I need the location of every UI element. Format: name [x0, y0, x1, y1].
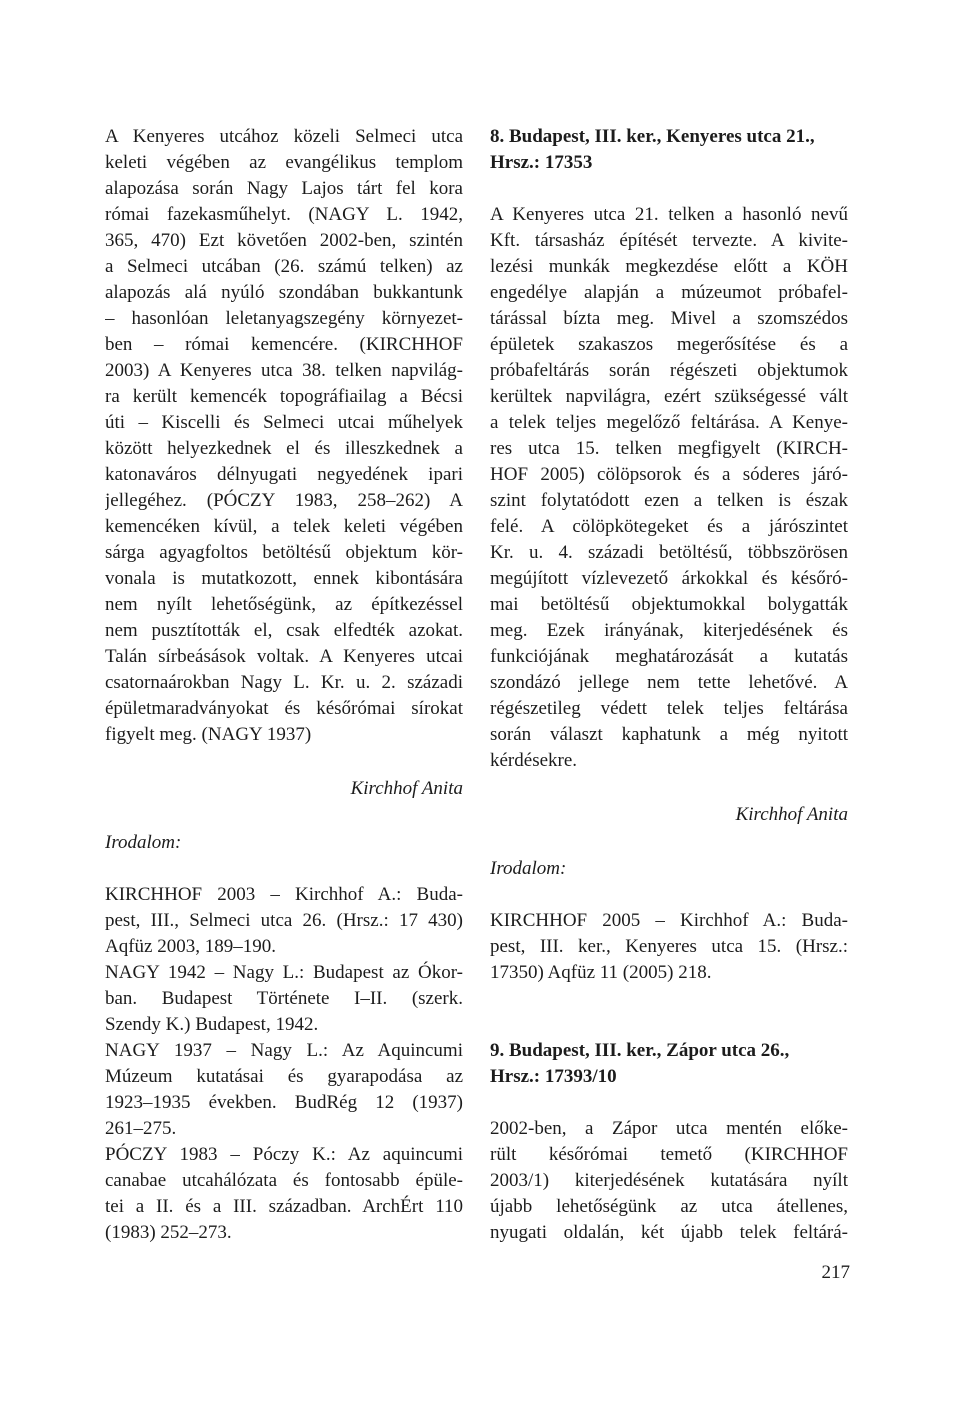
- literature-line: Aqfüz 2003, 189–190.: [105, 936, 276, 957]
- text-line: 2003) A Kenyeres utca 38. telken napvilág-: [105, 360, 463, 381]
- text-line: jellegéhez. (PÓCZY 1983, 258–262) A: [105, 490, 463, 511]
- literature-line: Múzeum kutatásai és gyarapodása az: [105, 1066, 463, 1087]
- literature-heading: Irodalom:: [490, 858, 567, 879]
- heading-line: Hrsz.: 17353: [490, 152, 593, 173]
- text-line: Kft. társasház építését tervezte. A kivite-: [490, 230, 848, 251]
- text-line: épületmaradványokat és későrómai sírokat: [105, 698, 463, 719]
- text-line: mai betöltésű objektumokkal bolygatták: [490, 594, 848, 615]
- text-line: a Selmeci utcában (26. számú telken) az: [105, 256, 463, 277]
- text-line: szondázó jellege nem tette lehetővé. A: [490, 672, 848, 693]
- text-line: figyelt meg. (NAGY 1937): [105, 724, 312, 745]
- literature-line: 1923–1935 években. BudRég 12 (1937): [105, 1092, 463, 1113]
- text-line: római fazekasműhelyt. (NAGY L. 1942,: [105, 204, 463, 225]
- text-line: 365, 470) Ezt követően 2002-ben, szintén: [105, 230, 463, 251]
- literature-line: pest, III. ker., Kenyeres utca 15. (Hrsz.:: [490, 936, 848, 957]
- text-line: szint folytatódott ezen a telken is észak: [490, 490, 848, 511]
- literature-line: KIRCHHOF 2005 – Kirchhof A.: Buda-: [490, 910, 848, 931]
- text-line: funkciójának meghatározását a kutatás: [490, 646, 848, 667]
- literature-line: Szendy K.) Budapest, 1942.: [105, 1014, 319, 1035]
- author-signature: Kirchhof Anita: [350, 778, 463, 799]
- text-line: A Kenyeres utca 21. telken a hasonló nevű: [490, 204, 848, 225]
- literature-line: pest, III., Selmeci utca 26. (Hrsz.: 17 430): [105, 910, 463, 931]
- literature-heading: Irodalom:: [105, 832, 182, 853]
- literature-line: NAGY 1937 – Nagy L.: Az Aquincumi: [105, 1040, 463, 1061]
- literature-line: NAGY 1942 – Nagy L.: Budapest az Ókor-: [105, 962, 463, 983]
- author-signature: Kirchhof Anita: [735, 804, 848, 825]
- text-line: kerültek napvilágra, ezért szükségessé vált: [490, 386, 848, 407]
- text-line: próbafeltárás során régészeti objektumok: [490, 360, 848, 381]
- text-line: engedélye alapján a múzeumot próbafel-: [490, 282, 848, 303]
- text-line: csatornaárokban Nagy L. Kr. u. 2. századi: [105, 672, 463, 693]
- text-line: A Kenyeres utcához közeli Selmeci utca: [105, 126, 463, 147]
- text-line: ben – római kemencére. (KIRCHHOF: [105, 334, 463, 355]
- text-line: vonala is mutatkozott, ennek kibontására: [105, 568, 463, 589]
- literature-line: 261–275.: [105, 1118, 177, 1139]
- literature-line: (1983) 252–273.: [105, 1222, 232, 1243]
- text-line: rült későrómai temető (KIRCHHOF: [490, 1144, 848, 1165]
- text-line: ra került kemencék topográfiailag a Bécsi: [105, 386, 463, 407]
- text-line: során választ kaphatunk a még nyitott: [490, 724, 848, 745]
- text-line: – hasonlóan leletanyagszegény környezet-: [105, 308, 463, 329]
- text-line: sárga agyagfoltos betöltésű objektum kör-: [105, 542, 463, 563]
- text-line: épületek szakaszos megerősítése és a: [490, 334, 848, 355]
- literature-line: KIRCHHOF 2003 – Kirchhof A.: Buda-: [105, 884, 463, 905]
- text-line: úti – Kiscelli és Selmeci utcai műhelyek: [105, 412, 463, 433]
- text-line: Talán sírbeásások voltak. A Kenyeres utcai: [105, 646, 463, 667]
- text-line: a telek teljes megelőző feltárása. A Kenye-: [490, 412, 848, 433]
- text-line: tárással bízta meg. Mivel a szomszédos: [490, 308, 848, 329]
- text-line: között helyezkednek el és illeszkednek a: [105, 438, 463, 459]
- text-line: felé. A cölöpkötegeket és a járószintet: [490, 516, 848, 537]
- heading-line: 9. Budapest, III. ker., Zápor utca 26.,: [490, 1040, 790, 1061]
- literature-line: tei a II. és a III. században. ArchÉrt 110: [105, 1196, 463, 1217]
- heading-line: 8. Budapest, III. ker., Kenyeres utca 21.,: [490, 126, 815, 147]
- text-line: alapozása során Nagy Lajos tárt fel kora: [105, 178, 463, 199]
- text-line: megújított vízlevezető árkokkal és későró-: [490, 568, 848, 589]
- text-line: keleti végében az evangélikus templom: [105, 152, 463, 173]
- page-number: 217: [821, 1262, 850, 1283]
- text-line: kemencéken kívül, a telek keleti végében: [105, 516, 463, 537]
- text-line: 2003/1) kiterjedésének kutatására nyílt: [490, 1170, 848, 1191]
- text-line: katonaváros délnyugati negyedének ipari: [105, 464, 463, 485]
- text-line: HOF 2005) cölöpsorok és a sóderes járó-: [490, 464, 848, 485]
- heading-line: Hrsz.: 17393/10: [490, 1066, 617, 1087]
- text-line: lezési munkák megkezdése előtt a KÖH: [490, 256, 848, 277]
- text-line: alapozás alá nyúló szondában bukkantunk: [105, 282, 463, 303]
- text-line: Kr. u. 4. századi betöltésű, többszörösen: [490, 542, 848, 563]
- text-line: nem nyílt lehetőségünk, az építkezéssel: [105, 594, 463, 615]
- text-line: újabb lehetőségünk az utca átellenes,: [490, 1196, 848, 1217]
- text-line: nem pusztították el, csak elfedték azokat.: [105, 620, 463, 641]
- text-line: nyugati oldalán, két újabb telek feltárá-: [490, 1222, 848, 1243]
- literature-line: canabae utcahálózata és fontosabb épüle-: [105, 1170, 463, 1191]
- text-line: res utca 15. telken megfigyelt (KIRCH-: [490, 438, 848, 459]
- text-line: 2002-ben, a Zápor utca mentén előke-: [490, 1118, 848, 1139]
- literature-line: PÓCZY 1983 – Póczy K.: Az aquincumi: [105, 1144, 463, 1165]
- text-line: kérdésekre.: [490, 750, 578, 771]
- literature-line: ban. Budapest Története I–II. (szerk.: [105, 988, 463, 1009]
- text-line: meg. Ezek irányának, kiterjedésének és: [490, 620, 848, 641]
- literature-line: 17350) Aqfüz 11 (2005) 218.: [490, 962, 712, 983]
- text-line: régészetileg védett telek teljes feltárása: [490, 698, 848, 719]
